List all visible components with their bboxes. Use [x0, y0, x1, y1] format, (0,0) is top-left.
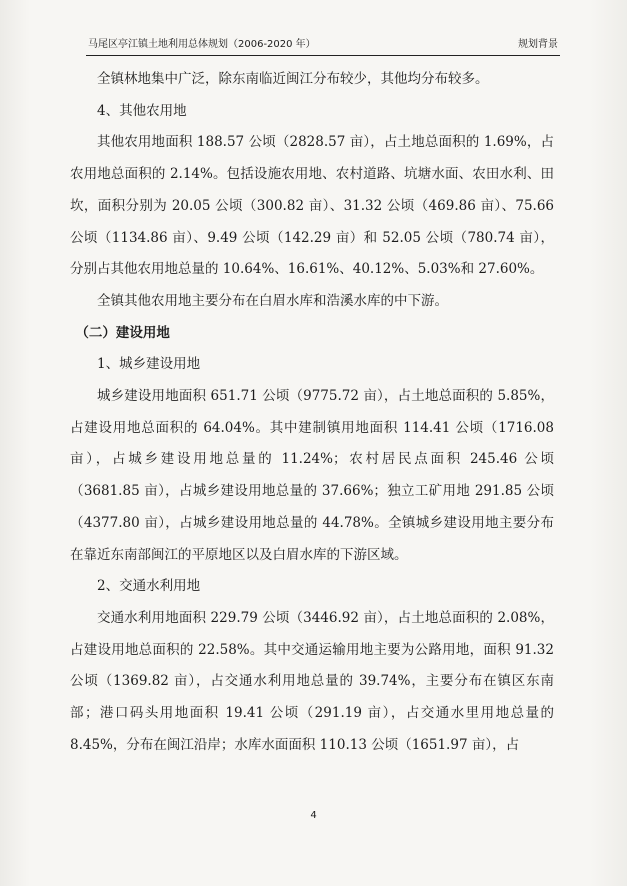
- heading-other-agricultural-land: 4、其他农用地: [97, 102, 187, 119]
- heading-transport-water-land: 2、交通水利用地: [97, 578, 201, 595]
- paragraph-transport-water-land: 交通水利用地面积 229.79 公顷（3446.92 亩），占土地总面积的 2.08%，占建设用地总面积的 22.58%。其中交通运输用地主要为公路用地，面积 91.32 公顷（1369.82 亩），占交通水利用地总量的 39.74%，主要分布在镇区东南部；港口码头用地面积 19.41 公顷（291.19 亩），占交通水里用地总量的 8.45%，分布在闽江沿岸；水库水面面积 110.13 公顷（1651.97 亩），占: [70, 609, 554, 753]
- page-header: [88, 36, 558, 54]
- paragraph-other-agricultural-area: 其他农用地面积 188.57 公顷（2828.57 亩），占土地总面积的 1.69%，占农用地总面积的 2.14%。包括设施农用地、农村道路、坑塘水面、农田水利、田坎，面积分别为 20.05 公顷（300.82 亩）、31.32 公顷（469.86 亩）、75.66 公顷（1134.86 亩）、9.49 公顷（142.29 亩）和 52.05 公顷（780.74 亩），分别占其他农用地总量的 10.64%、16.61%、40.12%、5.03%和 27.60%。: [70, 134, 554, 278]
- header-section: 规划背景: [518, 39, 558, 50]
- header-divider: [86, 55, 560, 56]
- heading-urban-rural-construction: 1、城乡建设用地: [97, 356, 201, 373]
- body-text: [70, 64, 554, 761]
- page-number: 4: [310, 810, 317, 821]
- header-title: 马尾区亭江镇土地利用总体规划（2006-2020 年）: [88, 39, 316, 50]
- heading-construction-land: （二）建设用地: [75, 324, 170, 341]
- paragraph-forest-distribution: 全镇林地集中广泛，除东南临近闽江分布较少，其他均分布较多。: [97, 71, 489, 87]
- paragraph-urban-rural-construction: 城乡建设用地面积 651.71 公顷（9775.72 亩），占土地总面积的 5.85%，占建设用地总面积的 64.04%。其中建制镇用地面积 114.41 公顷（1716.08 亩），占城乡建设用地总量的 11.24%；农村居民点面积 245.46 公顷（3681.85 亩），占城乡建设用地总量的 37.66%；独立工矿用地 291.85 公顷（4377.80 亩），占城乡建设用地总量的 44.78%。全镇城乡建设用地主要分布在靠近东南部闽江的平原地区以及白眉水库的下游区域。: [70, 388, 554, 563]
- paragraph-other-agricultural-distribution: 全镇其他农用地主要分布在白眉水库和浩溪水库的中下游。: [97, 292, 448, 309]
